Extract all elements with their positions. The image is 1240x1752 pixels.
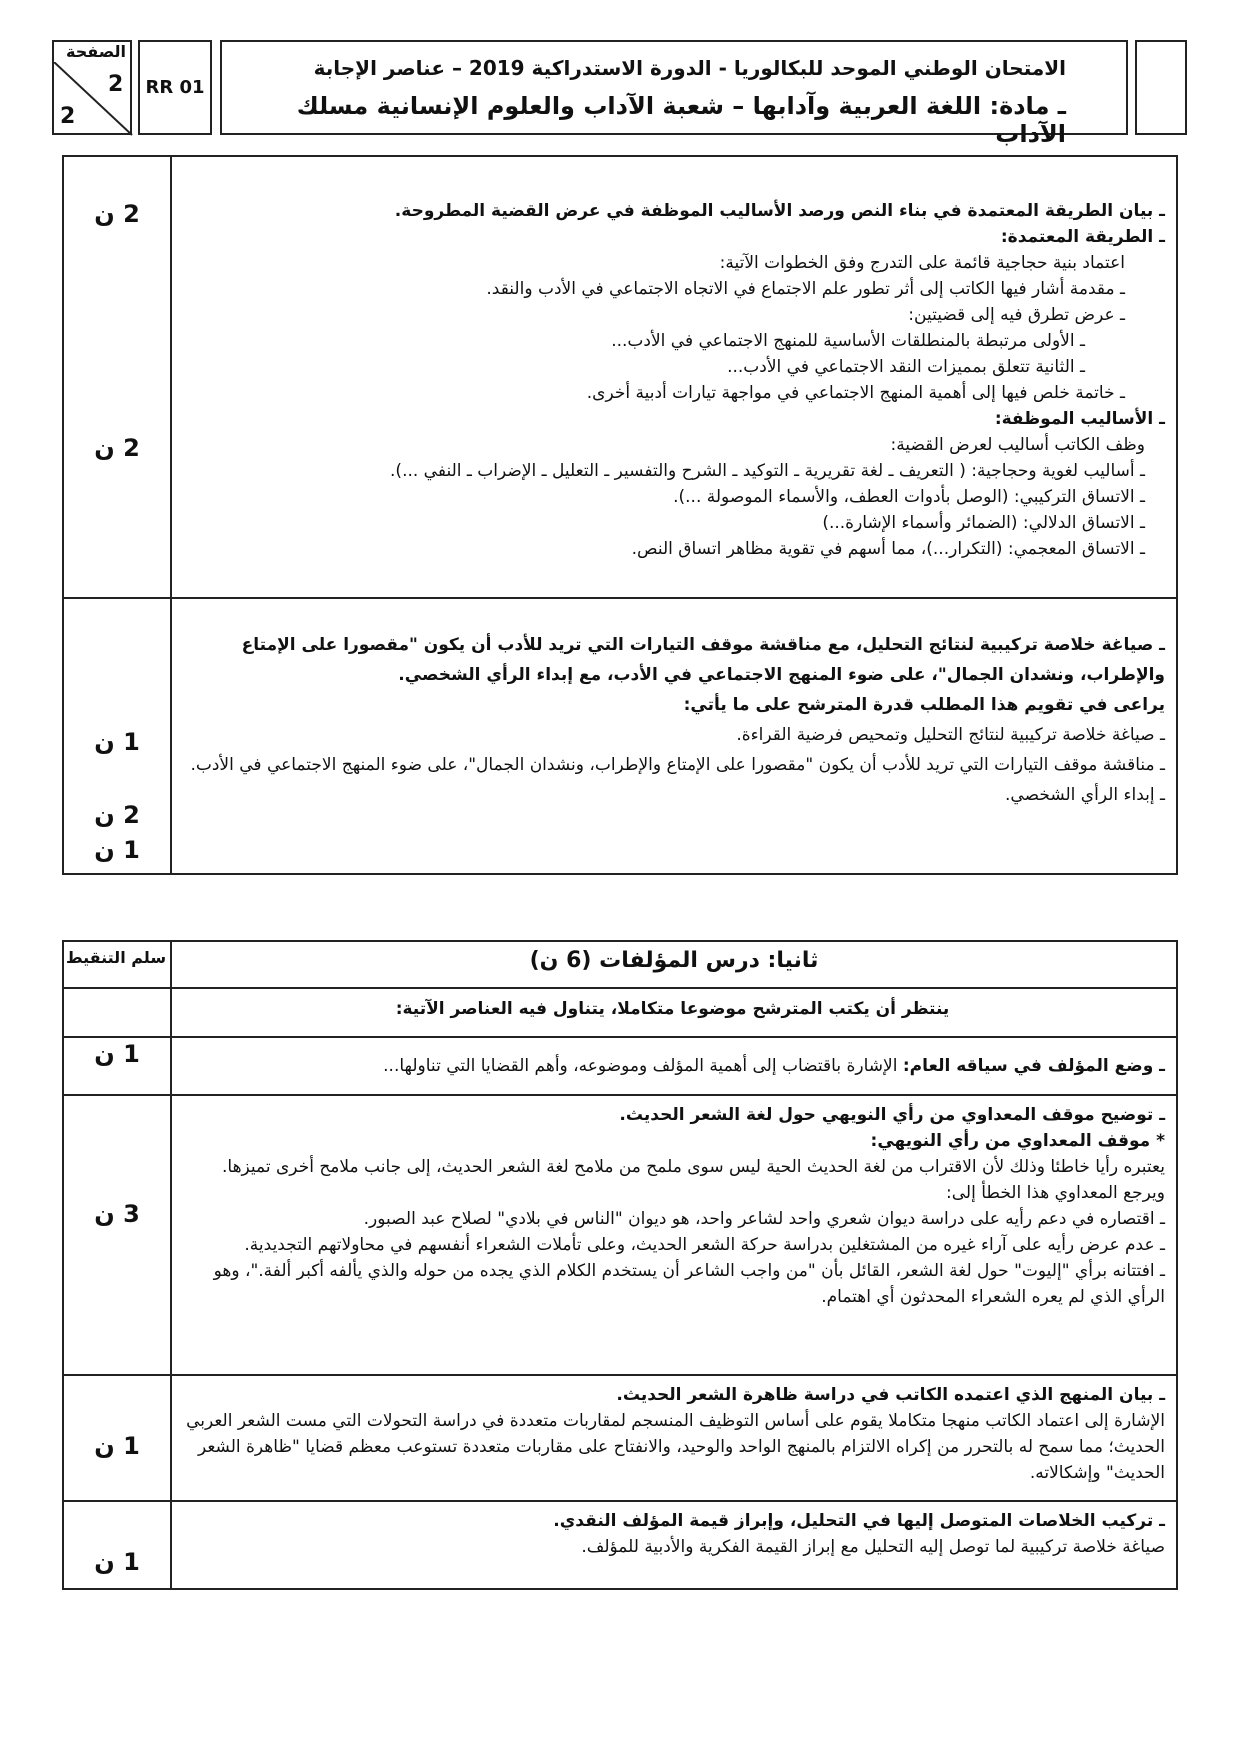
score-5: 1 ن (94, 836, 140, 864)
score-8: 1 ن (94, 1432, 140, 1460)
score-1: 2 ن (94, 200, 140, 228)
criteria-item: ـ صياغة خلاصة تركيبية لنتائج التحليل وتمحيص فرضية القراءة. (736, 725, 1165, 745)
section-heading: ـ بيان الطريقة المعتمدة في بناء النص ورصد الأساليب الموظفة في عرض القضية المطروحة. (394, 201, 1165, 221)
method-step: ـ الأولى مرتبطة بالمنطلقات الأساسية للمنهج الاجتماعي في الأدب... (611, 331, 1085, 351)
header-corner-box (1135, 40, 1187, 135)
style-item: ـ الاتساق التركيبي: (الوصل بأدوات العطف، والأسماء الموصولة ...). (673, 487, 1145, 507)
method-step: ـ الثانية تتعلق بمميزات النقد الاجتماعي في الأدب... (727, 357, 1085, 377)
part2-intro-text: ينتظر أن يكتب المترشح موضوعا متكاملا، يتناول فيه العناصر الآتية: (395, 999, 950, 1019)
criteria-item: ـ مناقشة موقف التيارات التي تريد للأدب أن يكون "مقصورا على الإمتاع والإطراب، ونشدان الجمال"، على ضوء المنهج الاجتماعي في الأدب. (190, 755, 1165, 775)
page-total: 2 (60, 104, 76, 129)
row-method (180, 1382, 1165, 1486)
row-label: ـ وضع المؤلف في سياقه العام: (902, 1056, 1165, 1076)
method-step: ـ عرض تطرق فيه إلى قضيتين: (908, 305, 1125, 325)
style-item: ـ الاتساق الدلالي: (الضمائر وأسماء الإشارة...) (822, 513, 1145, 533)
row-paragraph: ـ افتتانه برأي "إليوت" حول لغة الشعر، القائل بأن "من واجب الشاعر أن يستخدم الكلام الذي يجده من حوله والذي يألفه أكبر ألفة."، وهو الرأي الذي لم يعره الشعراء المحدثون أي اهتمام. (213, 1261, 1165, 1307)
score-7: 3 ن (94, 1200, 140, 1228)
column-divider (170, 157, 172, 873)
row-paragraph: الإشارة إلى اعتماد الكاتب منهجا متكاملا يقوم على أساس التوظيف المنسجم لمقاربات متعددة في دراسة التحولات التي مست الشعر العربي الحديث؛ مما سمح له بالتحرر من إكراه الالتزام بالمنهج الواحد والوحيد، والانفتاح على مقاربات متعددة تستوعب معظم قضايا "ظاهرة الشعر الحديث" وإشكالاته. (186, 1411, 1165, 1483)
exam-title-line1: الامتحان الوطني الموحد للبكالوريا - الدورة الاستدراكية 2019 – عناصر الإجابة (313, 56, 1066, 80)
row-divider (64, 1036, 1176, 1038)
row-divider (64, 1500, 1176, 1502)
section-structure (180, 198, 1165, 562)
method-intro: اعتماد بنية حجاجية قائمة على التدرج وفق الخطوات الآتية: (719, 253, 1125, 273)
row-heading: ـ توضيح موقف المعداوي من رأي النويهي حول لغة الشعر الحديث. (619, 1105, 1165, 1125)
row-subheading: * موقف المعداوي من رأي النويهي: (870, 1131, 1165, 1151)
criteria-item: ـ إبداء الرأي الشخصي. (1005, 785, 1165, 805)
row-heading: ـ تركيب الخلاصات المتوصل إليها في التحليل، وإبراز قيمة المؤلف النقدي. (553, 1511, 1165, 1531)
method-step: ـ خاتمة خلص فيها إلى أهمية المنهج الاجتماعي في مواجهة تيارات أدبية أخرى. (586, 383, 1125, 403)
style-item: ـ الاتساق المعجمي: (التكرار...)، مما أسهم في تقوية مظاهر اتساق النص. (631, 539, 1145, 559)
method-step: ـ مقدمة أشار فيها الكاتب إلى أثر تطور علم الاجتماع في الاتجاه الاجتماعي في الأدب والنقد. (486, 279, 1125, 299)
row-divider (64, 987, 1176, 989)
exam-title-box (220, 40, 1128, 148)
row-divider (64, 1094, 1176, 1096)
row-paragraph: ـ اقتصاره في دعم رأيه على دراسة ديوان شعري واحد لشاعر واحد، هو ديوان "الناس في بلادي" لصلاح عبد الصبور. (363, 1209, 1165, 1229)
score-3: 1 ن (94, 728, 140, 756)
method-label: ـ الطريقة المعتمدة: (1000, 227, 1165, 247)
styles-intro: وظف الكاتب أساليب لعرض القضية: (890, 435, 1145, 455)
score-4: 2 ن (94, 801, 140, 829)
score-6: 1 ن (94, 1040, 140, 1068)
part2-intro (180, 996, 1165, 1022)
row-text: الإشارة باقتضاب إلى أهمية المؤلف وموضوعه، وأهم القضايا التي تناولها... (383, 1056, 898, 1076)
row-paragraph: صياغة خلاصة تركيبية لما توصل إليه التحليل مع إبراز القيمة الفكرية والأدبية للمؤلف. (581, 1537, 1165, 1557)
score-2: 2 ن (94, 434, 140, 462)
part2-title: ثانيا: درس المؤلفات (6 ن) (529, 948, 819, 973)
section-heading: ـ صياغة خلاصة تركيبية لنتائج التحليل، مع مناقشة موقف التيارات التي تريد للأدب أن يكون "مقصورا على الإمتاع والإطراب، ونشدان الجمال"، على ضوء المنهج الاجتماعي في الأدب، مع إبداء الرأي الشخصي. (241, 635, 1165, 685)
row-synthesis (180, 1508, 1165, 1560)
row-context (180, 1053, 1165, 1079)
page-number-box (52, 40, 132, 135)
score-9: 1 ن (94, 1548, 140, 1576)
styles-label: ـ الأساليب الموظفة: (994, 409, 1165, 429)
score-column-header: سلم التنقيط (65, 948, 167, 967)
column-divider (170, 942, 172, 1588)
exam-code: RR 01 (138, 40, 212, 135)
row-divider (64, 1374, 1176, 1376)
row-divider (64, 597, 1176, 599)
page-label: الصفحة (65, 42, 126, 61)
section-synthesis (180, 630, 1165, 810)
row-paragraph: ـ عدم عرض رأيه على آراء غيره من المشتغلين بدراسة حركة الشعر الحديث، وعلى تأملات الشعراء أنفسهم في محاولاتهم التجديدية. (244, 1235, 1165, 1255)
row-paragraph: يعتبره رأيا خاطئا وذلك لأن الاقتراب من لغة الحديث الحية ليس سوى ملمح من ملامح لغة الشعر الحديث، إلى جانب ملامح أخرى تميزها. ويرجع المعداوي هذا الخطأ إلى: (221, 1157, 1165, 1203)
exam-title-line2: ـ مادة: اللغة العربية وآدابها – شعبة الآداب والعلوم الإنسانية مسلك الآداب (296, 92, 1066, 148)
row-heading: ـ بيان المنهج الذي اعتمده الكاتب في دراسة ظاهرة الشعر الحديث. (616, 1385, 1165, 1405)
row-position (180, 1102, 1165, 1310)
criteria-label: يراعى في تقويم هذا المطلب قدرة المترشح على ما يأتي: (683, 695, 1165, 715)
style-item: ـ أساليب لغوية وحجاجية: ( التعريف ـ لغة تقريرية ـ التوكيد ـ الشرح والتفسير ـ التعليل ـ الإضراب ـ النفي ...). (390, 461, 1145, 481)
page-current: 2 (108, 72, 124, 97)
